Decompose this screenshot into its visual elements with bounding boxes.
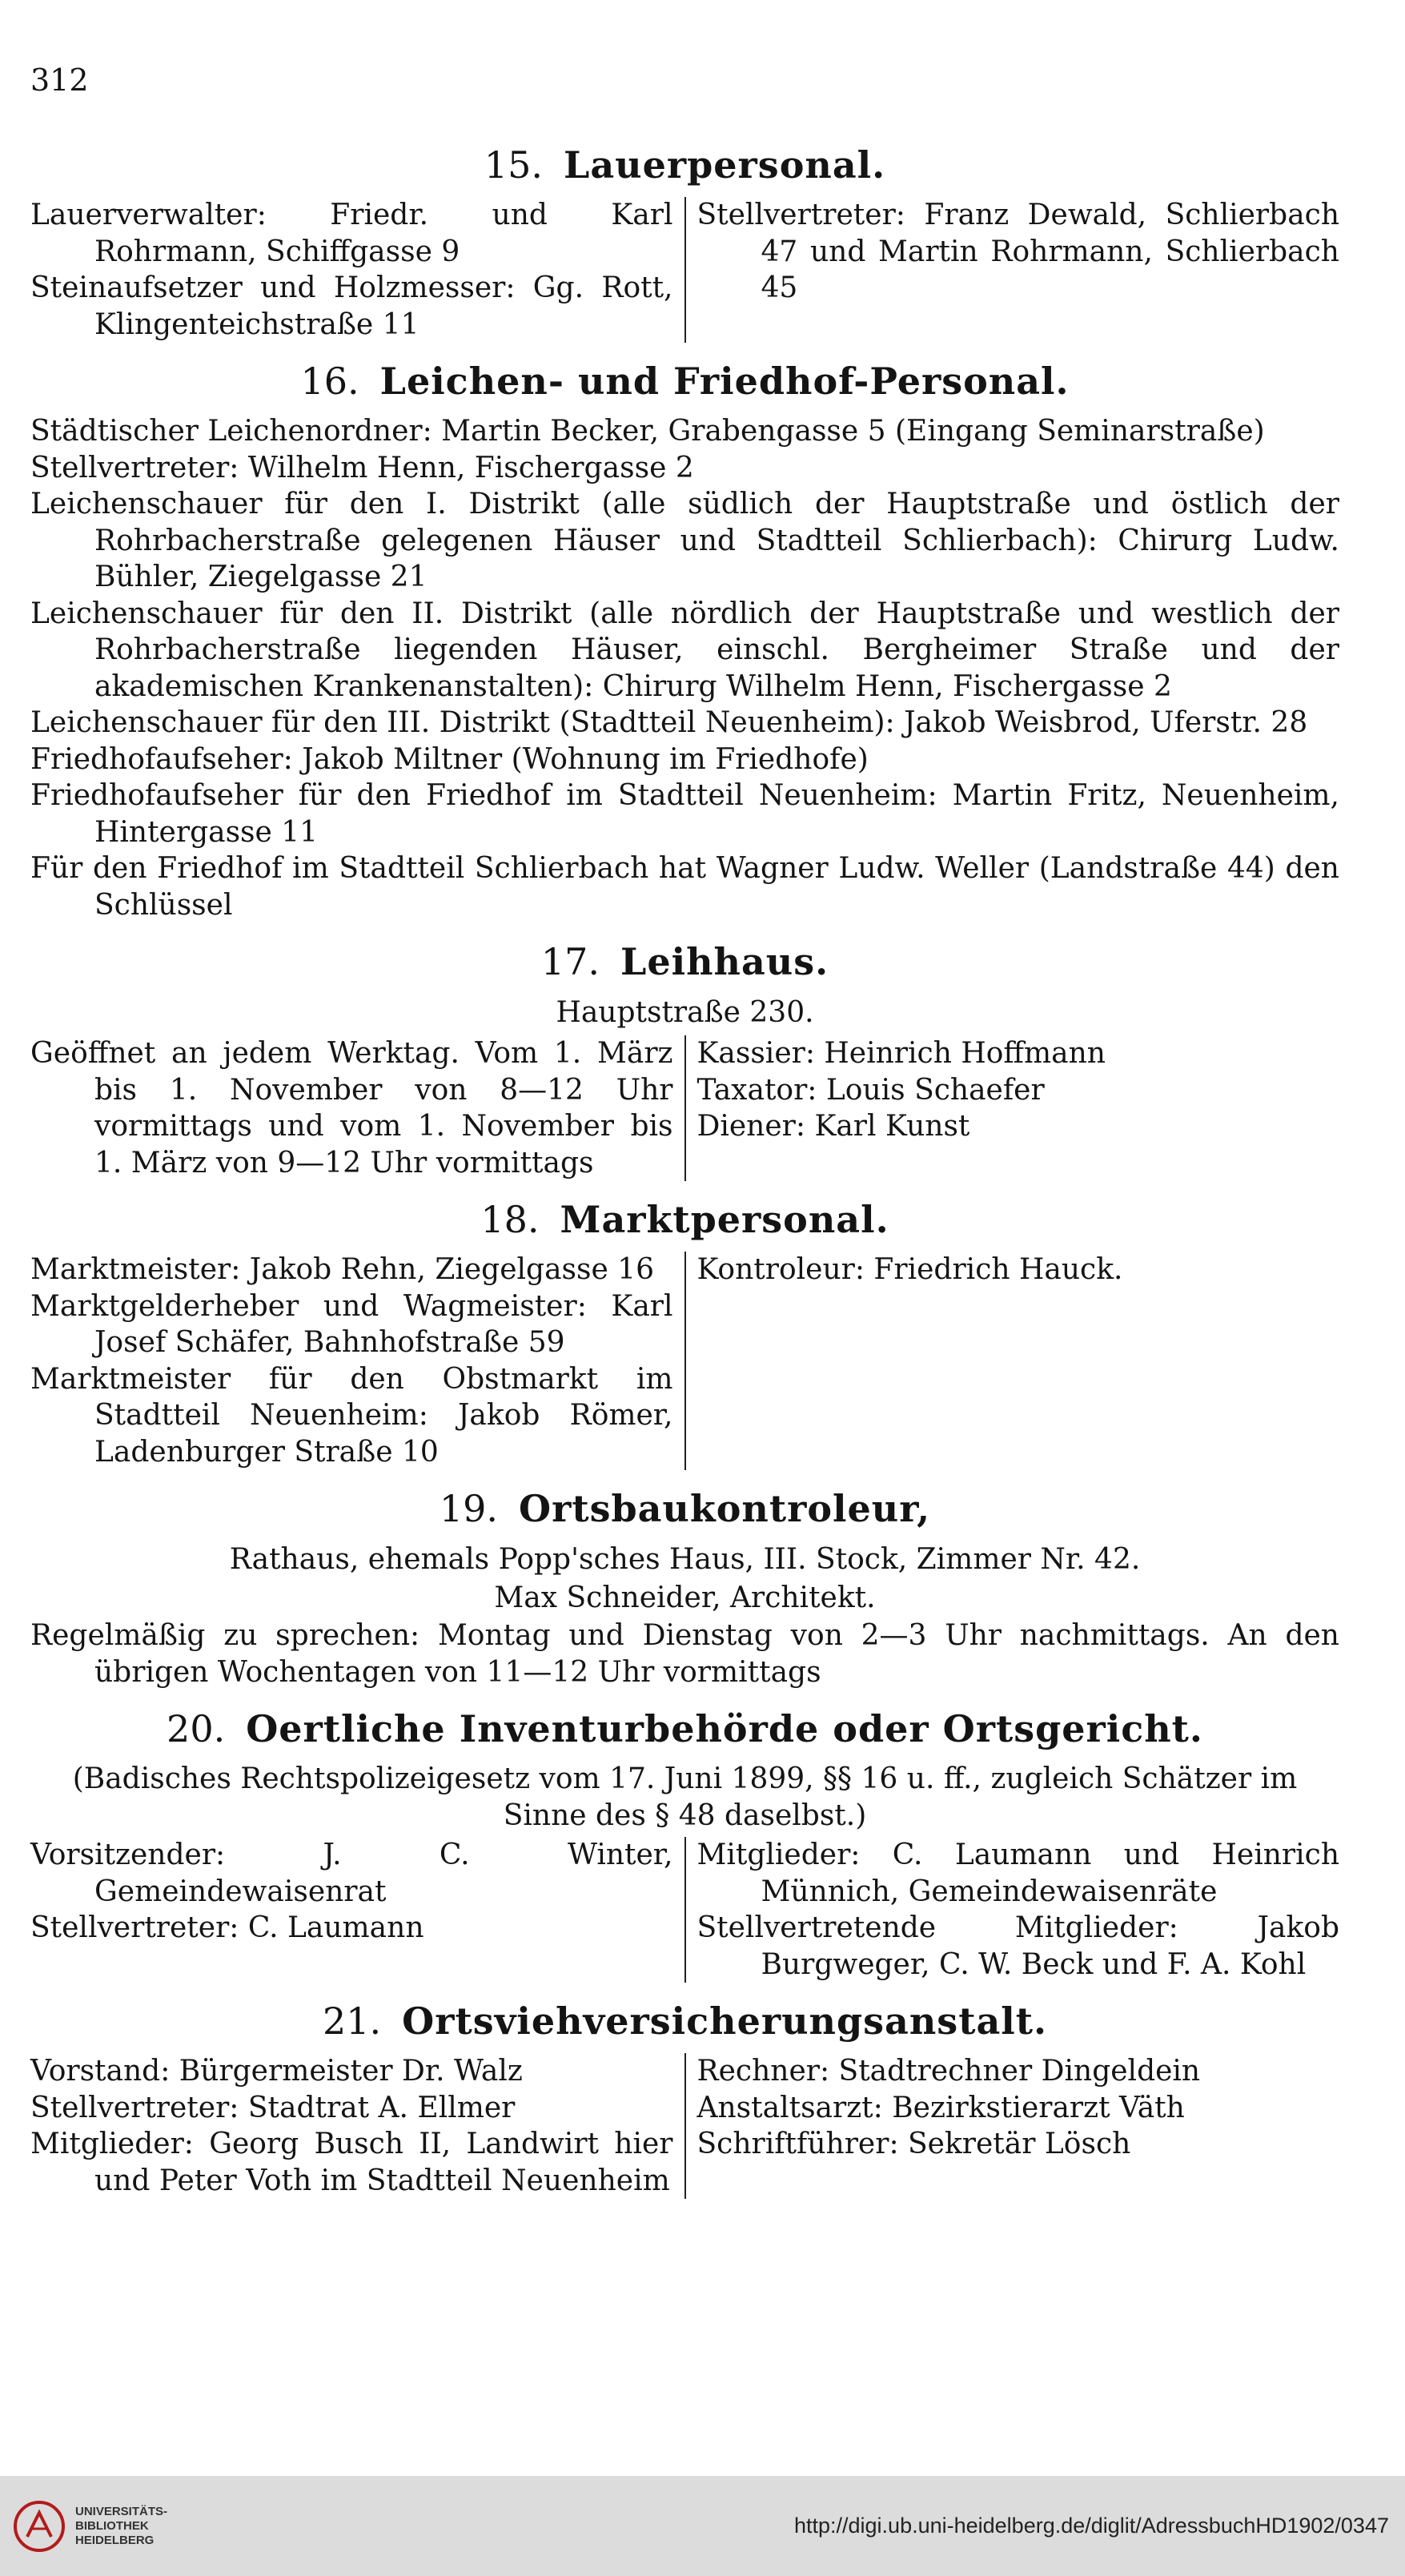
section-number: 15. xyxy=(484,143,544,187)
entry: Stellvertreter: C. Laumann xyxy=(30,1911,424,1944)
entry: Stellvertreter: Wilhelm Henn, Fischergasse 2 xyxy=(30,451,694,484)
entry: Friedhofaufseher für den Friedhof im Stadtteil Neuenheim: Martin Fritz, Neuenheim, Hintergasse 11 xyxy=(30,779,1339,849)
page-body xyxy=(30,136,1339,2208)
section-heading: Ortsbaukontroleur, xyxy=(519,1487,931,1530)
section-19 xyxy=(30,1480,1339,1690)
page-number: 312 xyxy=(30,62,89,98)
entry: Anstaltsarzt: Bezirkstierarzt Väth xyxy=(696,2091,1185,2124)
right-column xyxy=(686,1252,1340,1470)
left-column xyxy=(30,1837,686,1983)
section-number: 18. xyxy=(480,1198,540,1241)
university-seal-icon xyxy=(13,2500,66,2553)
entry: Marktmeister für den Obstmarkt im Stadtteil Neuenheim: Jakob Römer, Ladenburger Straße 10 xyxy=(30,1362,673,1469)
entry: Stellvertreter: Franz Dewald, Schlierbach 47 und Martin Rohrmann, Schlierbach 45 xyxy=(696,199,1339,304)
logo-line: UNIVERSITÄTS- xyxy=(75,2504,168,2518)
section-title xyxy=(30,1700,1339,1758)
section-number: 19. xyxy=(439,1487,499,1530)
section-title xyxy=(30,1191,1339,1248)
section-20 xyxy=(30,1700,1339,1983)
section-note: (Badisches Rechtspolizeigesetz vom 17. Juni 1899, §§ 16 u. ff., zugleich Schätzer im Sinne des § 48 daselbst.) xyxy=(72,1762,1298,1832)
left-column xyxy=(30,1252,686,1470)
section-person: Max Schneider, Architekt. xyxy=(494,1581,876,1614)
section-17 xyxy=(30,933,1339,1181)
entry: Städtischer Leichenordner: Martin Becker, Grabengasse 5 (Eingang Seminarstraße) xyxy=(30,415,1265,448)
library-name xyxy=(75,2505,167,2548)
entry: Schriftführer: Sekretär Lösch xyxy=(696,2128,1131,2160)
section-15 xyxy=(30,136,1339,343)
section-title xyxy=(30,1992,1339,2050)
entry: Regelmäßig zu sprechen: Montag und Dienstag von 2—3 Uhr nachmittags. An den übrigen Wochentagen von 11—12 Uhr vormittags xyxy=(30,1619,1339,1689)
entry: Rechner: Stadtrechner Dingeldein xyxy=(696,2055,1201,2088)
section-number: 16. xyxy=(300,360,359,403)
section-address: Hauptstraße 230. xyxy=(556,996,814,1029)
entry: Vorstand: Bürgermeister Dr. Walz xyxy=(30,2055,523,2088)
entry: Marktmeister: Jakob Rehn, Ziegelgasse 16 xyxy=(30,1253,655,1286)
right-column xyxy=(686,1837,1340,1983)
section-heading: Oertliche Inventurbehörde oder Ortsgericht. xyxy=(246,1707,1203,1750)
logo-line: BIBLIOTHEK xyxy=(75,2518,149,2533)
entry: Leichenschauer für den III. Distrikt (Stadtteil Neuenheim): Jakob Weisbrod, Uferstr. 28 xyxy=(30,706,1308,739)
library-logo[interactable] xyxy=(13,2500,167,2553)
entry: Mitglieder: C. Laumann und Heinrich Münnich, Gemeindewaisenräte xyxy=(696,1839,1339,1908)
section-18 xyxy=(30,1191,1339,1470)
logo-line: HEIDELBERG xyxy=(75,2533,155,2547)
entry: Geöffnet an jedem Werktag. Vom 1. März bis 1. November von 8—12 Uhr vormittags und vom 1. November bis 1. März von 9—12 Uhr vormittags xyxy=(30,1037,673,1179)
section-heading: Leihhaus. xyxy=(620,940,829,983)
section-number: 21. xyxy=(323,1999,382,2043)
source-url-link[interactable]: http://digi.ub.uni-heidelberg.de/diglit/AdressbuchHD1902/0347 xyxy=(793,2514,1389,2538)
entry: Lauerverwalter: Friedr. und Karl Rohrmann, Schiffgasse 9 xyxy=(30,199,673,268)
section-title xyxy=(30,352,1339,410)
section-title xyxy=(30,933,1339,991)
section-number: 20. xyxy=(167,1707,226,1750)
left-column xyxy=(30,2053,686,2199)
section-title xyxy=(30,1480,1339,1537)
entry: Friedhofaufseher: Jakob Miltner (Wohnung im Friedhofe) xyxy=(30,742,869,776)
right-column xyxy=(686,2053,1340,2199)
section-21 xyxy=(30,1992,1339,2199)
entry: Stellvertretende Mitglieder: Jakob Burgweger, C. W. Beck und F. A. Kohl xyxy=(696,1911,1339,1981)
section-heading: Lauerpersonal. xyxy=(564,143,886,187)
section-address: Rathaus, ehemals Popp'sches Haus, III. Stock, Zimmer Nr. 42. xyxy=(229,1543,1141,1576)
entry: Leichenschauer für den I. Distrikt (alle südlich der Hauptstraße und östlich der Rohrbacherstraße gelegenen Häuser und Stadtteil Schlierbach): Chirurg Ludw. Bühler, Ziegelgasse 21 xyxy=(30,488,1339,593)
section-heading: Ortsviehversicherungsanstalt. xyxy=(402,1999,1047,2043)
right-column xyxy=(686,197,1340,343)
entry: Kontroleur: Friedrich Hauck. xyxy=(696,1253,1123,1286)
entry: Leichenschauer für den II. Distrikt (alle nördlich der Hauptstraße und westlich der Rohrbacherstraße liegenden Häuser, einschl. Bergheimer Straße und der akademischen Krankenanstalten): Chirurg Wilhelm Henn, Fischergasse 2 xyxy=(30,597,1339,703)
entry: Mitglieder: Georg Busch II, Landwirt hier und Peter Voth im Stadtteil Neuenheim xyxy=(30,2128,673,2197)
entry: Diener: Karl Kunst xyxy=(696,1110,970,1143)
section-16 xyxy=(30,352,1339,923)
left-column xyxy=(30,1035,686,1181)
left-column xyxy=(30,197,686,343)
entry: Für den Friedhof im Stadtteil Schlierbach hat Wagner Ludw. Weller (Landstraße 44) den Schlüssel xyxy=(30,852,1339,922)
right-column xyxy=(686,1035,1340,1181)
entry: Stellvertreter: Stadtrat A. Ellmer xyxy=(30,2091,516,2124)
section-heading: Marktpersonal. xyxy=(560,1198,889,1241)
entry: Steinaufsetzer und Holzmesser: Gg. Rott, Klingenteichstraße 11 xyxy=(30,271,673,341)
entry: Marktgelderheber und Wagmeister: Karl Josef Schäfer, Bahnhofstraße 59 xyxy=(30,1289,673,1359)
entry: Vorsitzender: J. C. Winter, Gemeindewaisenrat xyxy=(30,1839,673,1908)
entry: Kassier: Heinrich Hoffmann xyxy=(696,1037,1106,1070)
section-title xyxy=(30,136,1339,194)
footer-bar xyxy=(0,2476,1405,2576)
section-heading: Leichen- und Friedhof-Personal. xyxy=(379,360,1070,403)
entry: Taxator: Louis Schaefer xyxy=(696,1073,1045,1107)
section-number: 17. xyxy=(540,940,600,983)
